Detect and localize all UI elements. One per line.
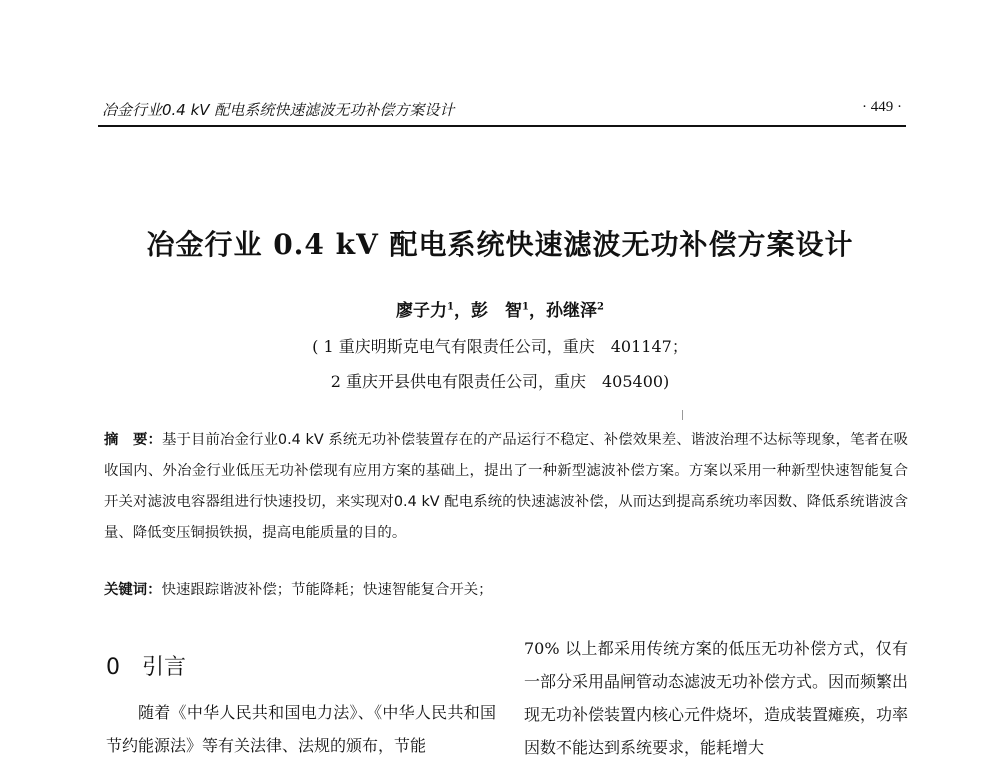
affiliation-line-1: ( 1 重庆明斯克电气有限责任公司，重庆 401147；: [312, 337, 688, 356]
author-affiliation-mark: 1: [522, 301, 529, 313]
affiliation-line-2: 2 重庆开县供电有限责任公司，重庆 405400): [330, 372, 670, 391]
author-list: 廖子力$^1$，彭 智$^1$，孙继泽$^2$: [396, 301, 604, 321]
keywords: [104, 578, 908, 599]
keywords-text: 快速跟踪谐波补偿；节能降耗；快速智能复合开关；: [161, 582, 493, 598]
author-name: 廖子力: [396, 301, 448, 321]
abstract-label: 摘 要：: [104, 432, 162, 448]
section-heading: [106, 650, 186, 681]
author-name: 彭 智: [471, 301, 523, 321]
keywords-label: 关键词：: [104, 582, 162, 598]
author-affiliation-mark: 2: [596, 301, 604, 313]
author-affiliation-mark: 1: [447, 301, 455, 313]
abstract: [104, 425, 908, 549]
page-number: · 449 ·: [862, 99, 902, 115]
author-name: 孙继泽: [545, 301, 597, 321]
abstract-text: 基于目前冶金行业0.4 kV 系统无功补偿装置存在的产品运行不稳定、补偿效果差、谐波治理不达标等现象，笔者在吸收国内、外冶金行业低压无功补偿现有应用方案的基础上，提出了一种新型滤波补偿方案。方案以采用一种新型快速智能复合开关对滤波电容器组进行快速投切，来实现对0.4 kV 配电系统的快速滤波补偿，从而达到提高系统功率因数、降低系统谐波含量、降低变压铜损铁损，提高电能质量的目的。: [104, 432, 908, 541]
body-left-column: 随着《中华人民共和国电力法》、《中华人民共和国节约能源法》等有关法律、法规的颁布，节能: [106, 703, 496, 755]
running-head: [98, 97, 906, 127]
scan-mark: [682, 410, 683, 420]
section-number: 0: [106, 655, 120, 680]
paper-title: 冶金行业 0.4 kV 配电系统快速滤波无功补偿方案设计: [146, 228, 854, 261]
section-title: 引言: [142, 655, 187, 680]
body-right-column: 70% 以上都采用传统方案的低压无功补偿方式，仅有一部分采用晶闸管动态滤波无功补偿方式。因而频繁出现无功补偿装置内核心元件烧坏，造成装置瘫痪，功率因数不能达到系统要求，能耗增大: [524, 639, 909, 757]
running-head-title: 冶金行业0.4 kV 配电系统快速滤波无功补偿方案设计: [102, 101, 455, 119]
